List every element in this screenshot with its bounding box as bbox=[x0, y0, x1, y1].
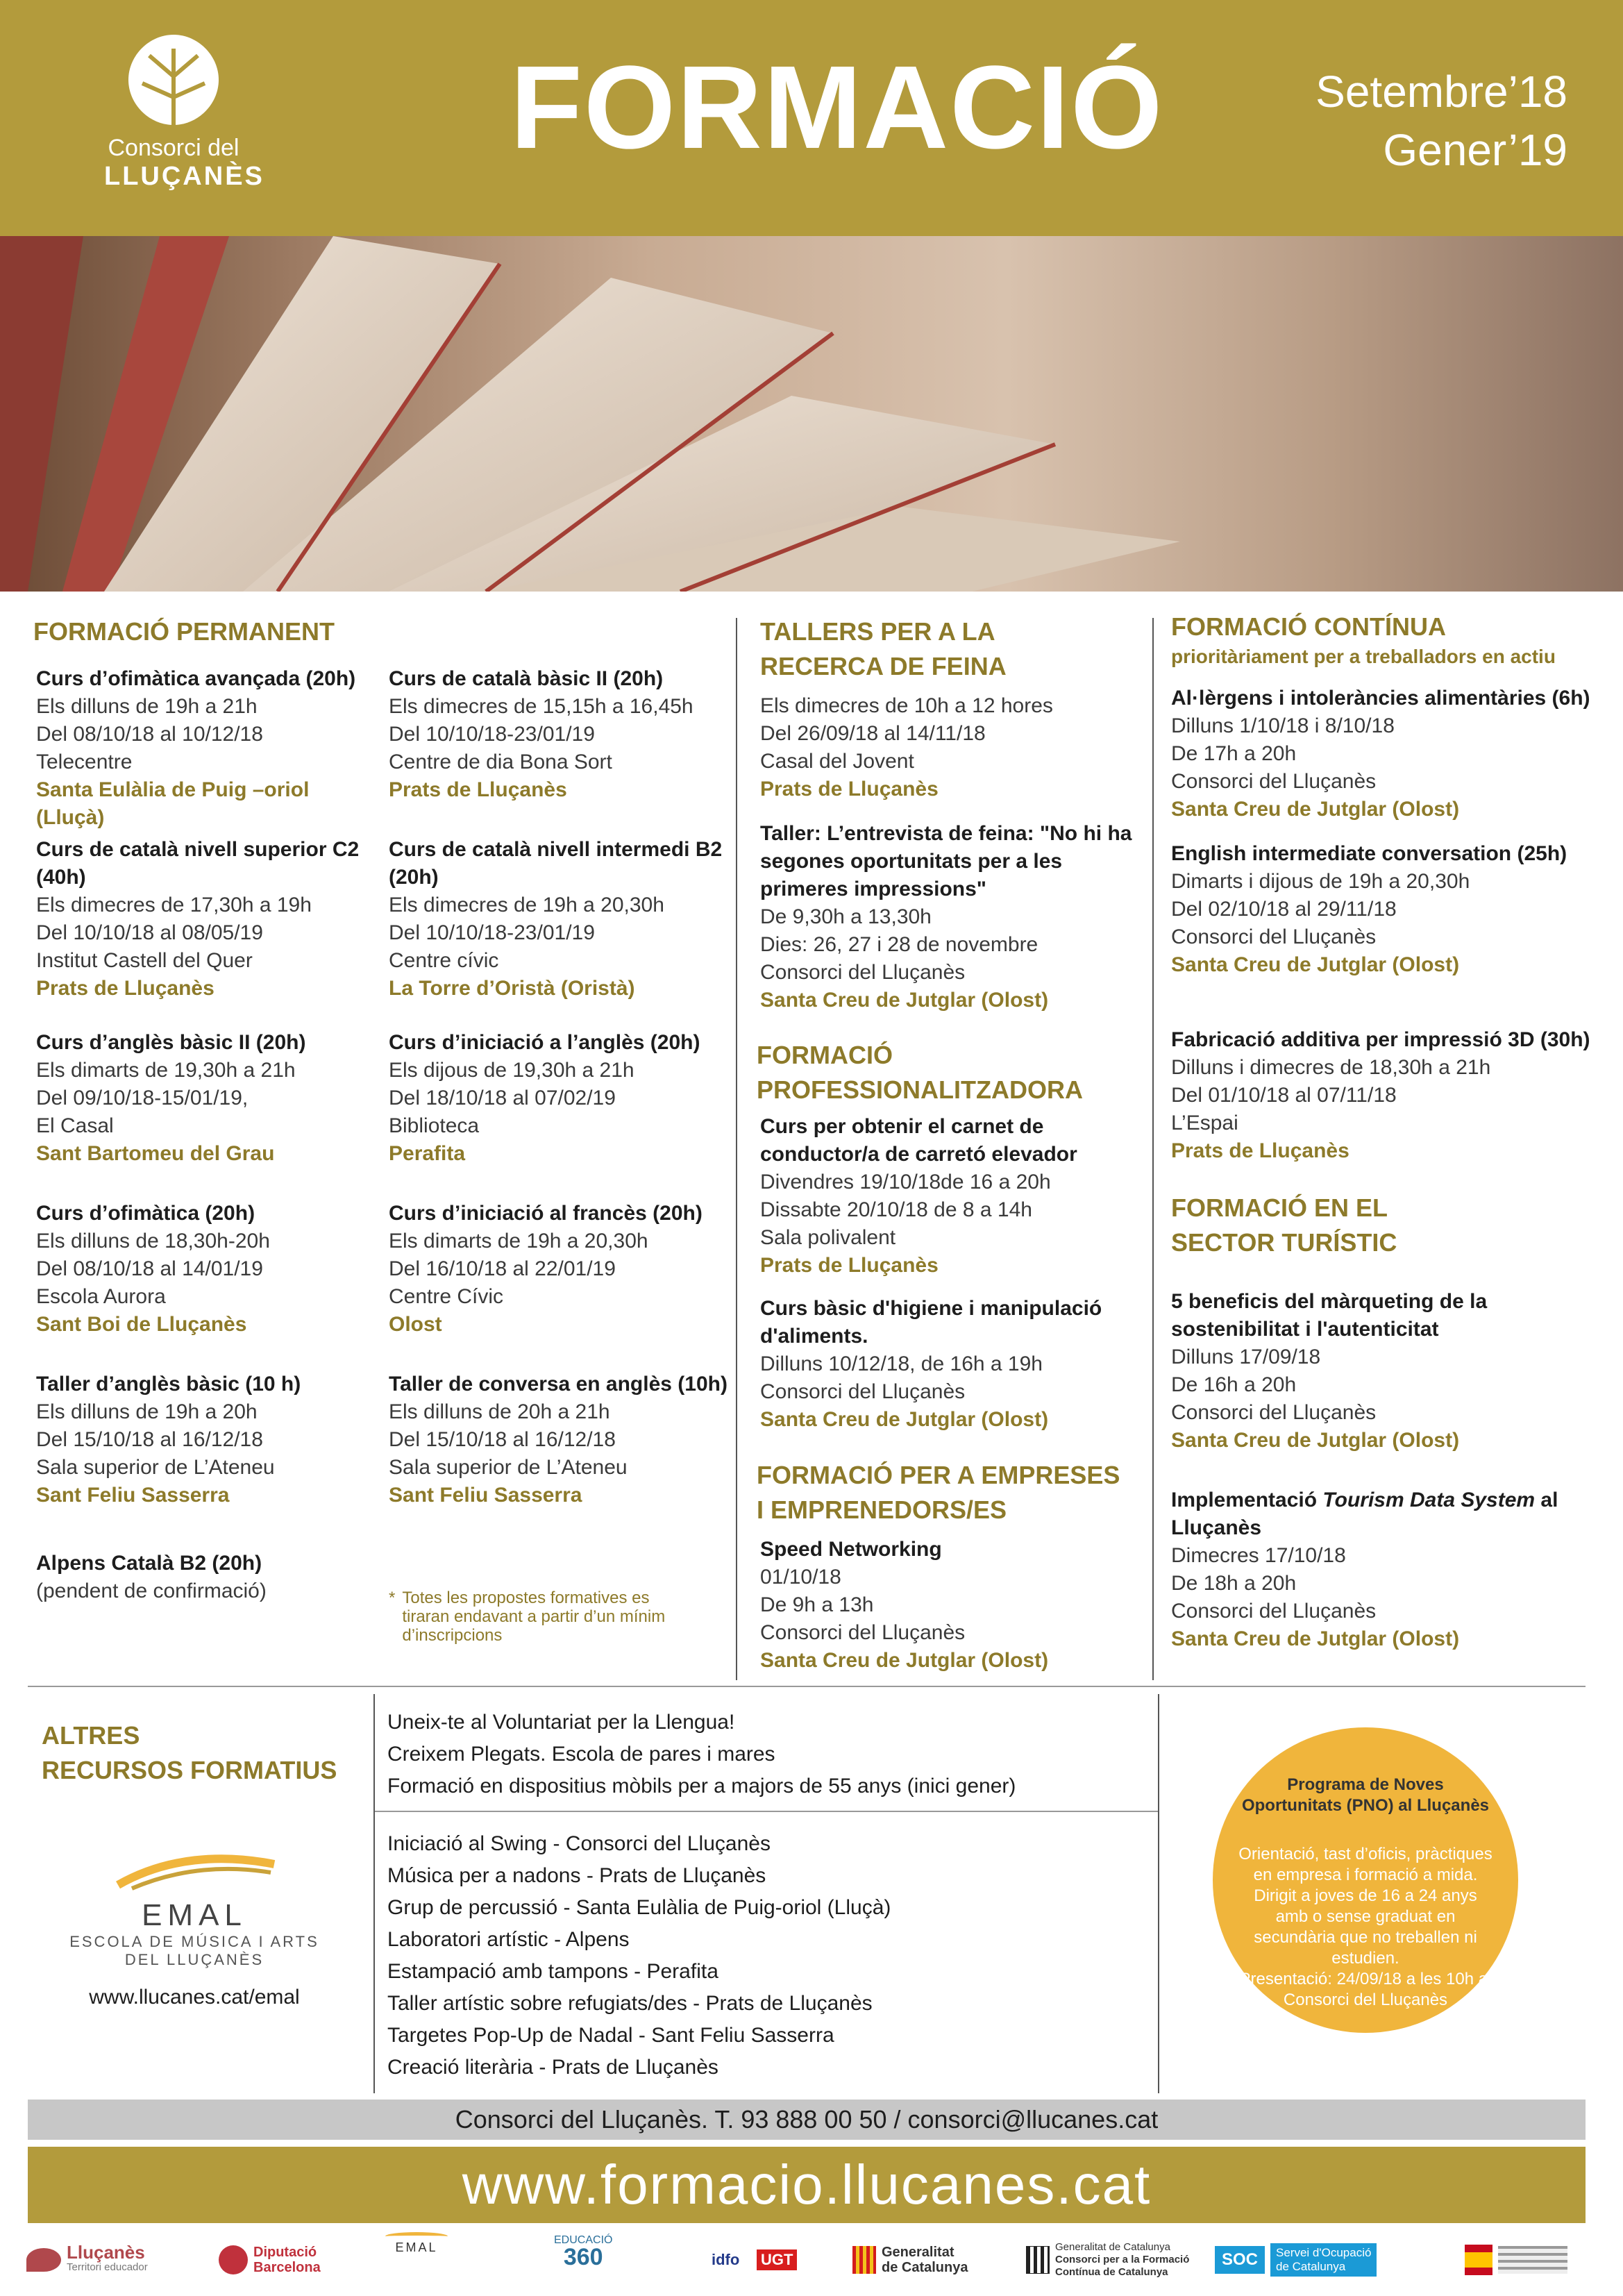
course-item bbox=[760, 1113, 1128, 1280]
professional-heading-1: FORMACIÓ bbox=[757, 1041, 893, 1069]
course-line: Consorci del Lluçanès bbox=[1171, 925, 1377, 948]
course-line: Els dimecres de 15,15h a 16,45h bbox=[389, 695, 693, 718]
course-line: El Casal bbox=[36, 1114, 114, 1137]
course-line: Del 16/10/18 al 22/01/19 bbox=[389, 1257, 616, 1280]
course-line: Dilluns 10/12/18, de 16h a 19h bbox=[760, 1352, 1043, 1375]
turistic-heading-1: FORMACIÓ EN EL bbox=[1171, 1193, 1388, 1222]
footnote-text: Totes les propostes formatives es tiraran endavant a partir d’un mínim d’inscripcions bbox=[402, 1589, 666, 1645]
list-item: Laboratori artístic - Alpens bbox=[387, 1928, 630, 1951]
emal-swoosh-icon bbox=[111, 1850, 278, 1892]
course-line: Del 09/10/18-15/01/19, bbox=[36, 1087, 249, 1109]
course-item bbox=[389, 836, 729, 1003]
continua-heading: FORMACIÓ CONTÍNUA bbox=[1171, 612, 1446, 641]
course-item bbox=[36, 1200, 383, 1339]
course-item bbox=[1171, 840, 1601, 979]
divider-altres bbox=[28, 1686, 1586, 1687]
empreses-heading-2: I EMPRENEDORS/ES bbox=[757, 1495, 1007, 1524]
course-line: Telecentre bbox=[36, 751, 133, 773]
section-tallers bbox=[760, 614, 1135, 1012]
course-line: De 9h a 13h bbox=[760, 1593, 874, 1616]
course-line: Dilluns 17/09/18 bbox=[1171, 1346, 1321, 1368]
course-line: Del 26/09/18 al 14/11/18 bbox=[760, 722, 986, 745]
course-place: Prats de Lluçanès bbox=[760, 1254, 939, 1277]
course-line: Dilluns 1/10/18 i 8/10/18 bbox=[1171, 714, 1395, 737]
course-line: De 18h a 20h bbox=[1171, 1572, 1297, 1595]
list-item: Grup de percussió - Santa Eulàlia de Puig-oriol (Lluçà) bbox=[387, 1896, 891, 1919]
gencat-1: Generalitat bbox=[882, 2245, 955, 2260]
course-title: Taller: L’entrevista de feina: "No hi ha segones oportunitats per a les primeres impressions" bbox=[760, 822, 1132, 900]
leaf-icon bbox=[121, 28, 226, 132]
list-item: Targetes Pop-Up de Nadal - Sant Feliu Sasserra bbox=[387, 2024, 834, 2047]
llucanes-logo[interactable] bbox=[26, 2232, 148, 2288]
course-title: Curs d’anglès bàsic II (20h) bbox=[36, 1031, 306, 1054]
course-line: Els dimecres de 17,30h a 19h bbox=[36, 894, 312, 916]
leaf-icon bbox=[26, 2248, 61, 2272]
period-end: Gener’19 bbox=[1383, 125, 1567, 175]
idfo-name: idfo bbox=[712, 2251, 740, 2268]
course-line: Del 02/10/18 al 29/11/18 bbox=[1171, 898, 1397, 921]
course-line: Del 01/10/18 al 07/11/18 bbox=[1171, 1084, 1397, 1107]
educacio-2: 360 bbox=[563, 2244, 603, 2270]
course-line: Del 08/10/18 al 14/01/19 bbox=[36, 1257, 263, 1280]
course-title: Curs de català nivell superior C2 (40h) bbox=[36, 838, 360, 889]
course-title: Curs d’iniciació al francès (20h) bbox=[389, 1202, 703, 1225]
consorci-formacio-logo[interactable] bbox=[1026, 2232, 1189, 2288]
course-place: Santa Creu de Jutglar (Olost) bbox=[1171, 1627, 1460, 1650]
section-turistic bbox=[1171, 1191, 1588, 1650]
ministerio-logo[interactable] bbox=[1465, 2232, 1567, 2288]
turistic-heading-2: SECTOR TURÍSTIC bbox=[1171, 1228, 1397, 1257]
course-line: Del 10/10/18-23/01/19 bbox=[389, 723, 595, 746]
ministerio-bar-icon bbox=[1498, 2246, 1567, 2274]
pno-badge bbox=[1213, 1727, 1518, 2033]
course-line: Els dimecres de 10h a 12 hores bbox=[760, 694, 1053, 717]
pno-presentation: Presentació: 24/09/18 a les 10h al Consorci del Lluçanès bbox=[1239, 1970, 1492, 2009]
course-line: Casal del Jovent bbox=[760, 750, 914, 773]
consorci-1: Generalitat de Catalunya bbox=[1055, 2241, 1170, 2253]
list-item: Creixem Plegats. Escola de pares i mares bbox=[387, 1743, 775, 1766]
soc-2: de Catalunya bbox=[1276, 2260, 1346, 2273]
course-item bbox=[760, 692, 1135, 803]
soc-logo[interactable] bbox=[1215, 2232, 1377, 2288]
generalitat-flag-icon bbox=[852, 2246, 876, 2274]
course-place: Olost bbox=[389, 1313, 442, 1336]
course-line: Consorci del Lluçanès bbox=[760, 961, 966, 984]
course-item bbox=[36, 1371, 383, 1509]
gencat-2: de Catalunya bbox=[882, 2260, 968, 2275]
page-title: FORMACIÓ bbox=[510, 42, 1164, 174]
course-line: Biblioteca bbox=[389, 1114, 480, 1137]
course-line: Els dilluns de 20h a 21h bbox=[389, 1400, 610, 1423]
list-item: Estampació amb tampons - Perafita bbox=[387, 1960, 718, 1983]
course-place: Santa Eulàlia de Puig –oriol (Lluçà) bbox=[36, 778, 310, 829]
course-place: Sant Bartomeu del Grau bbox=[36, 1142, 275, 1165]
permanent-heading: FORMACIÓ PERMANENT bbox=[33, 617, 335, 646]
course-place: Prats de Lluçanès bbox=[760, 778, 939, 801]
course-place: Santa Creu de Jutglar (Olost) bbox=[1171, 798, 1460, 821]
divider-col2 bbox=[736, 618, 737, 1680]
course-line: 01/10/18 bbox=[760, 1566, 841, 1589]
course-place: Santa Creu de Jutglar (Olost) bbox=[1171, 953, 1460, 976]
altres-heading-2: RECURSOS FORMATIUS bbox=[42, 1756, 337, 1784]
footnote bbox=[389, 1589, 701, 1645]
course-item bbox=[1171, 685, 1601, 823]
course-place: Sant Feliu Sasserra bbox=[36, 1484, 230, 1507]
altres-list-1 bbox=[387, 1707, 1151, 1802]
emal-small-logo[interactable] bbox=[385, 2232, 448, 2288]
course-title: Curs per obtenir el carnet de conductor/a de carretó elevador bbox=[760, 1115, 1077, 1166]
course-title: Fabricació additiva per impressió 3D (30h) bbox=[1171, 1028, 1590, 1051]
course-title: Curs de català nivell intermedi B2 (20h) bbox=[389, 838, 723, 889]
brand-line1: Consorci del bbox=[108, 135, 239, 161]
course-title: Curs bàsic d'higiene i manipulació d'aliments. bbox=[760, 1297, 1102, 1348]
course-item bbox=[36, 665, 383, 832]
course-line: Els dilluns de 18,30h-20h bbox=[36, 1230, 270, 1252]
brand-line2: LLUÇANÈS bbox=[104, 162, 264, 191]
course-line: Del 10/10/18 al 08/05/19 bbox=[36, 921, 263, 944]
course-line: L’Espai bbox=[1171, 1112, 1238, 1134]
generalitat-text bbox=[882, 2245, 968, 2275]
course-title bbox=[1171, 1486, 1560, 1542]
emal-small-name: EMAL bbox=[395, 2240, 438, 2254]
course-line: Els dilluns de 19h a 20h bbox=[36, 1400, 258, 1423]
section-empreses bbox=[757, 1458, 1145, 1672]
course-line: Del 10/10/18-23/01/19 bbox=[389, 921, 595, 944]
diputacio-logo[interactable] bbox=[219, 2232, 321, 2288]
period-start: Setembre’18 bbox=[1315, 67, 1567, 117]
period bbox=[1315, 62, 1567, 179]
course-place: Sant Boi de Lluçanès bbox=[36, 1313, 247, 1336]
empreses-heading-1: FORMACIÓ PER A EMPRESES bbox=[757, 1461, 1120, 1489]
course-line: Consorci del Lluçanès bbox=[760, 1621, 966, 1644]
contact-bar[interactable]: Consorci del Lluçanès. T. 93 888 00 50 / consorci@llucanes.cat bbox=[28, 2100, 1586, 2140]
tallers-heading-2: RECERCA DE FEINA bbox=[760, 652, 1007, 680]
course-item bbox=[36, 1029, 383, 1168]
educacio360-logo[interactable] bbox=[554, 2232, 612, 2288]
consorci-logo[interactable] bbox=[104, 28, 264, 208]
consorci-formacio-text bbox=[1055, 2241, 1189, 2279]
course-line: Centre de dia Bona Sort bbox=[389, 751, 612, 773]
course-line: Els dimecres de 19h a 20,30h bbox=[389, 894, 664, 916]
diputacio-shield-icon bbox=[219, 2245, 248, 2274]
course-line: Del 18/10/18 al 07/02/19 bbox=[389, 1087, 616, 1109]
list-item: Taller artístic sobre refugiats/des - Prats de Lluçanès bbox=[387, 1992, 873, 2015]
impl-emph: Tourism Data System bbox=[1322, 1489, 1536, 1511]
altres-list-2 bbox=[387, 1828, 1151, 2084]
asterisk-icon: * bbox=[389, 1589, 396, 1607]
course-line: Del 08/10/18 al 10/12/18 bbox=[36, 723, 263, 746]
course-line: Els dijous de 19,30h a 21h bbox=[389, 1059, 634, 1082]
course-line: Institut Castell del Quer bbox=[36, 949, 253, 972]
course-title: Taller d’anglès bàsic (10 h) bbox=[36, 1373, 301, 1396]
course-title: 5 beneficis del màrqueting de la sostenibilitat i l'autenticitat bbox=[1171, 1290, 1488, 1341]
tallers-heading-1: TALLERS PER A LA bbox=[760, 617, 995, 646]
course-title: English intermediate conversation (25h) bbox=[1171, 842, 1567, 865]
educacio-1: EDUCACIÓ bbox=[554, 2234, 613, 2246]
soc-text bbox=[1270, 2243, 1377, 2277]
course-line: Centre cívic bbox=[389, 949, 499, 972]
website-link[interactable]: www.formacio.llucanes.cat bbox=[28, 2147, 1586, 2223]
continua-subheading: prioritàriament per a treballadors en actiu bbox=[1171, 646, 1556, 667]
course-line: De 17h a 20h bbox=[1171, 742, 1297, 765]
course-line: Divendres 19/10/18de 16 a 20h bbox=[760, 1171, 1051, 1193]
list-item: Formació en dispositius mòbils per a majors de 55 anys (inici gener) bbox=[387, 1775, 1016, 1798]
course-item bbox=[1171, 1288, 1588, 1455]
course-item bbox=[389, 1029, 729, 1168]
diputacio-text bbox=[253, 2245, 321, 2275]
course-line: Dissabte 20/10/18 de 8 a 14h bbox=[760, 1198, 1032, 1221]
course-place: Sant Feliu Sasserra bbox=[389, 1484, 582, 1507]
course-line: Els dilluns de 19h a 21h bbox=[36, 695, 258, 718]
ugt-name: UGT bbox=[757, 2249, 797, 2270]
divider-altres-list bbox=[375, 1811, 1158, 1812]
generalitat-logo[interactable] bbox=[852, 2232, 968, 2288]
course-place: La Torre d’Oristà (Oristà) bbox=[389, 977, 635, 1000]
course-item bbox=[1171, 1026, 1601, 1165]
course-title: Al·lèrgens i intoleràncies alimentàries (6h) bbox=[1171, 687, 1590, 710]
course-line: Escola Aurora bbox=[36, 1285, 166, 1308]
course-title: Curs d’ofimàtica (20h) bbox=[36, 1202, 255, 1225]
emal-link[interactable]: www.llucanes.cat/emal bbox=[89, 1986, 300, 2009]
divider-altres-left bbox=[373, 1694, 375, 2093]
emal-name: EMAL bbox=[142, 1898, 247, 1932]
course-line: Del 15/10/18 al 16/12/18 bbox=[389, 1428, 616, 1451]
course-line: Dimarts i dijous de 19h a 20,30h bbox=[1171, 870, 1470, 893]
course-line: Consorci del Lluçanès bbox=[1171, 1600, 1377, 1623]
course-place: Santa Creu de Jutglar (Olost) bbox=[760, 1649, 1049, 1672]
course-line: Dilluns i dimecres de 18,30h a 21h bbox=[1171, 1056, 1491, 1079]
book-illustration bbox=[0, 236, 1623, 592]
course-line: (pendent de confirmació) bbox=[36, 1579, 267, 1602]
impl-prefix: Implementació bbox=[1171, 1489, 1323, 1511]
course-title: Curs d’iniciació a l’anglès (20h) bbox=[389, 1031, 700, 1054]
course-line: Consorci del Lluçanès bbox=[760, 1380, 966, 1403]
ugt-logo[interactable] bbox=[757, 2232, 797, 2288]
diputacio-2: Barcelona bbox=[253, 2260, 321, 2275]
course-line: Sala polivalent bbox=[760, 1226, 896, 1249]
hero-book-image bbox=[0, 236, 1623, 592]
altres-heading-1: ALTRES bbox=[42, 1721, 140, 1750]
course-item bbox=[36, 1550, 383, 1605]
section-permanent bbox=[33, 614, 728, 649]
emal-sub2: DEL LLUÇANÈS bbox=[124, 1951, 264, 1968]
course-title: Alpens Català B2 (20h) bbox=[36, 1552, 262, 1575]
soc-name: SOC bbox=[1215, 2246, 1265, 2274]
list-item: Música per a nadons - Prats de Lluçanès bbox=[387, 1864, 766, 1887]
list-item: Iniciació al Swing - Consorci del Lluçanès bbox=[387, 1832, 771, 1855]
llucanes-sub: Territori educador bbox=[67, 2261, 148, 2273]
course-item bbox=[389, 1371, 729, 1509]
course-item bbox=[36, 836, 383, 1003]
header-banner bbox=[0, 0, 1623, 236]
generalitat-flag-icon bbox=[1026, 2246, 1050, 2274]
course-line: Consorci del Lluçanès bbox=[1171, 1401, 1377, 1424]
course-title: Curs d’ofimàtica avançada (20h) bbox=[36, 667, 356, 690]
course-line: Consorci del Lluçanès bbox=[1171, 770, 1377, 793]
course-line: Dies: 26, 27 i 28 de novembre bbox=[760, 933, 1038, 956]
emal-swoosh-small-icon bbox=[385, 2232, 448, 2240]
course-item bbox=[760, 1536, 1135, 1675]
section-professional bbox=[757, 1038, 1135, 1431]
course-title: Curs de català bàsic II (20h) bbox=[389, 667, 664, 690]
llucanes-text bbox=[67, 2242, 148, 2275]
emal-logo[interactable] bbox=[49, 1850, 340, 2009]
course-item bbox=[389, 1200, 729, 1339]
course-item bbox=[389, 665, 729, 804]
course-line: Centre Cívic bbox=[389, 1285, 504, 1308]
emal-sub1: ESCOLA DE MÚSICA I ARTS bbox=[69, 1933, 319, 1950]
spain-shield-icon bbox=[1465, 2245, 1492, 2275]
section-altres bbox=[42, 1718, 368, 1788]
course-line: De 9,30h a 13,30h bbox=[760, 905, 932, 928]
course-line: De 16h a 20h bbox=[1171, 1373, 1297, 1396]
course-item bbox=[760, 820, 1135, 1014]
course-line: Els dimarts de 19h a 20,30h bbox=[389, 1230, 648, 1252]
list-item: Creació literària - Prats de Lluçanès bbox=[387, 2056, 718, 2079]
course-line: Del 15/10/18 al 16/12/18 bbox=[36, 1428, 263, 1451]
course-place: Prats de Lluçanès bbox=[389, 778, 567, 801]
pno-body: Orientació, tast d’oficis, pràctiques en empresa i formació a mida. Dirigit a joves de 16 a 24 anys amb o sense graduat en secundària que no treballen ni estudien. bbox=[1238, 1845, 1492, 1968]
divider-altres-right bbox=[1158, 1694, 1159, 2093]
course-place: Perafita bbox=[389, 1142, 466, 1165]
course-line: Els dimarts de 19,30h a 21h bbox=[36, 1059, 296, 1082]
professional-heading-2: PROFESSIONALITZADORA bbox=[757, 1075, 1084, 1104]
consorci-3: Contínua de Catalunya bbox=[1055, 2266, 1168, 2278]
course-place: Santa Creu de Jutglar (Olost) bbox=[1171, 1429, 1460, 1452]
course-item bbox=[1171, 1486, 1588, 1653]
course-title: Speed Networking bbox=[760, 1538, 942, 1561]
course-place: Santa Creu de Jutglar (Olost) bbox=[760, 1408, 1049, 1431]
course-place: Santa Creu de Jutglar (Olost) bbox=[760, 989, 1049, 1012]
course-line: Dimecres 17/10/18 bbox=[1171, 1544, 1346, 1567]
diputacio-1: Diputació bbox=[253, 2245, 317, 2260]
idfo-logo[interactable] bbox=[712, 2232, 739, 2288]
pno-title: Programa de Noves Oportunitats (PNO) al Lluçanès bbox=[1241, 1775, 1490, 1815]
course-place: Prats de Lluçanès bbox=[36, 977, 215, 1000]
course-place: Prats de Lluçanès bbox=[1171, 1139, 1349, 1162]
sponsor-logos bbox=[0, 2232, 1623, 2295]
impl-suffix: al Lluçanès bbox=[1171, 1489, 1558, 1539]
course-line: Sala superior de L’Ateneu bbox=[389, 1456, 628, 1479]
list-item: Uneix-te al Voluntariat per la Llengua! bbox=[387, 1711, 735, 1734]
soc-1: Servei d'Ocupació bbox=[1276, 2246, 1372, 2259]
section-continua bbox=[1171, 610, 1601, 1162]
course-line: Sala superior de L’Ateneu bbox=[36, 1456, 275, 1479]
consorci-2: Consorci per a la Formació bbox=[1055, 2254, 1190, 2265]
llucanes-name: Lluçanès bbox=[67, 2242, 145, 2263]
course-title: Taller de conversa en anglès (10h) bbox=[389, 1373, 728, 1396]
divider-col3 bbox=[1152, 618, 1154, 1680]
course-item bbox=[760, 1295, 1128, 1434]
